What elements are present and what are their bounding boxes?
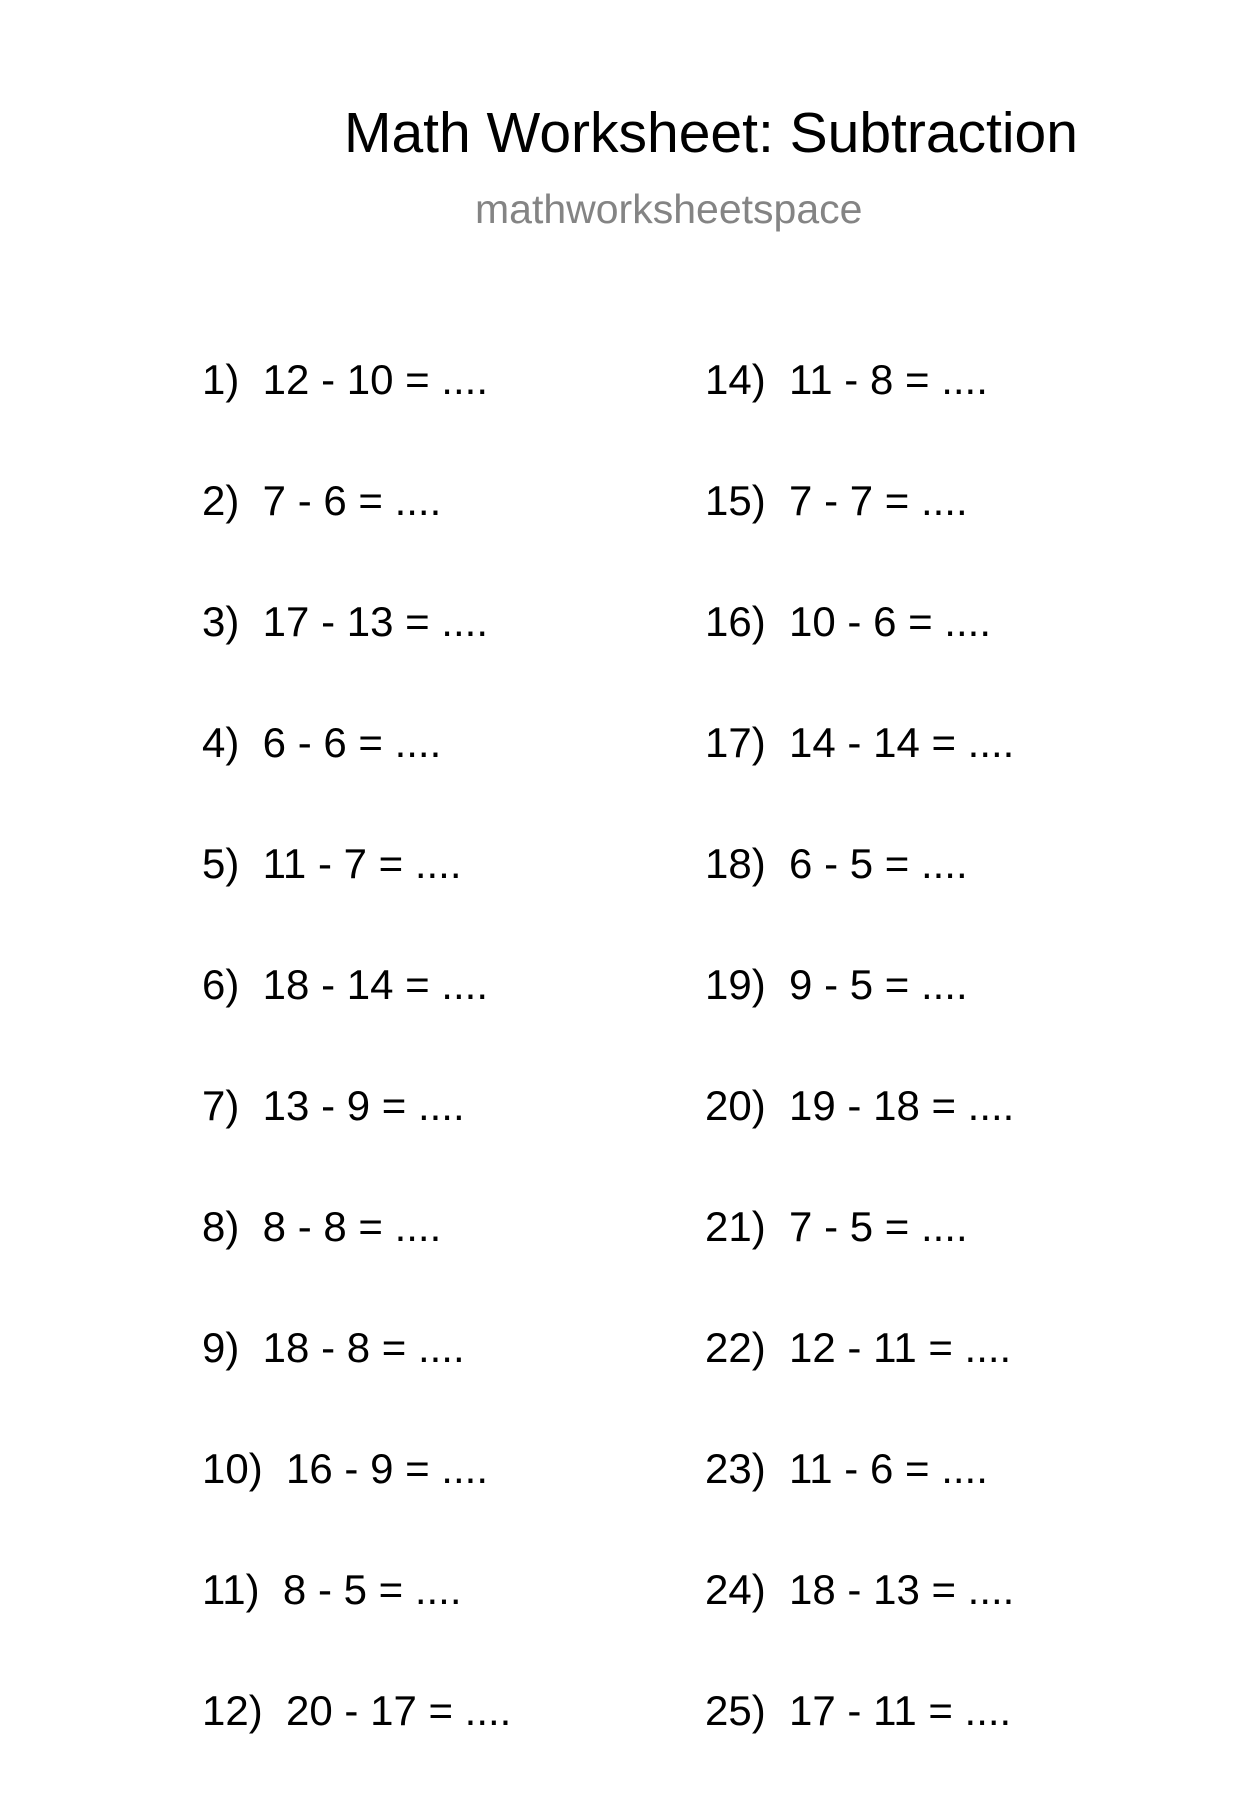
problem-item: 12) 20 - 17 = .... [202, 1687, 512, 1734]
problem-item: 16) 10 - 6 = .... [705, 598, 991, 645]
problem-item: 20) 19 - 18 = .... [705, 1082, 1015, 1129]
problem-item: 8) 8 - 8 = .... [202, 1203, 442, 1250]
problem-item: 7) 13 - 9 = .... [202, 1082, 465, 1129]
problem-item: 24) 18 - 13 = .... [705, 1566, 1015, 1613]
problem-item: 1) 12 - 10 = .... [202, 356, 488, 403]
problem-item: 4) 6 - 6 = .... [202, 719, 442, 766]
worksheet-title: Math Worksheet: Subtraction [344, 101, 1078, 165]
problem-item: 25) 17 - 11 = .... [705, 1687, 1012, 1734]
problem-item: 6) 18 - 14 = .... [202, 961, 488, 1008]
problem-item: 15) 7 - 7 = .... [705, 477, 968, 524]
problem-item: 11) 8 - 5 = .... [202, 1566, 462, 1613]
problem-item: 19) 9 - 5 = .... [705, 961, 968, 1008]
problem-item: 3) 17 - 13 = .... [202, 598, 488, 645]
problem-item: 5) 11 - 7 = .... [202, 840, 462, 887]
problem-item: 22) 12 - 11 = .... [705, 1324, 1012, 1371]
problem-item: 21) 7 - 5 = .... [705, 1203, 968, 1250]
problem-item: 14) 11 - 8 = .... [705, 356, 988, 403]
worksheet-source: mathworksheetspace [475, 186, 863, 232]
problem-item: 2) 7 - 6 = .... [202, 477, 442, 524]
problems-column-left [202, 352, 511, 1804]
problem-item: 17) 14 - 14 = .... [705, 719, 1015, 766]
problem-item: 10) 16 - 9 = .... [202, 1445, 488, 1492]
problem-item: 23) 11 - 6 = .... [705, 1445, 988, 1492]
problems-column-right [705, 352, 1014, 1804]
problem-item: 9) 18 - 8 = .... [202, 1324, 465, 1371]
problem-item: 18) 6 - 5 = .... [705, 840, 968, 887]
